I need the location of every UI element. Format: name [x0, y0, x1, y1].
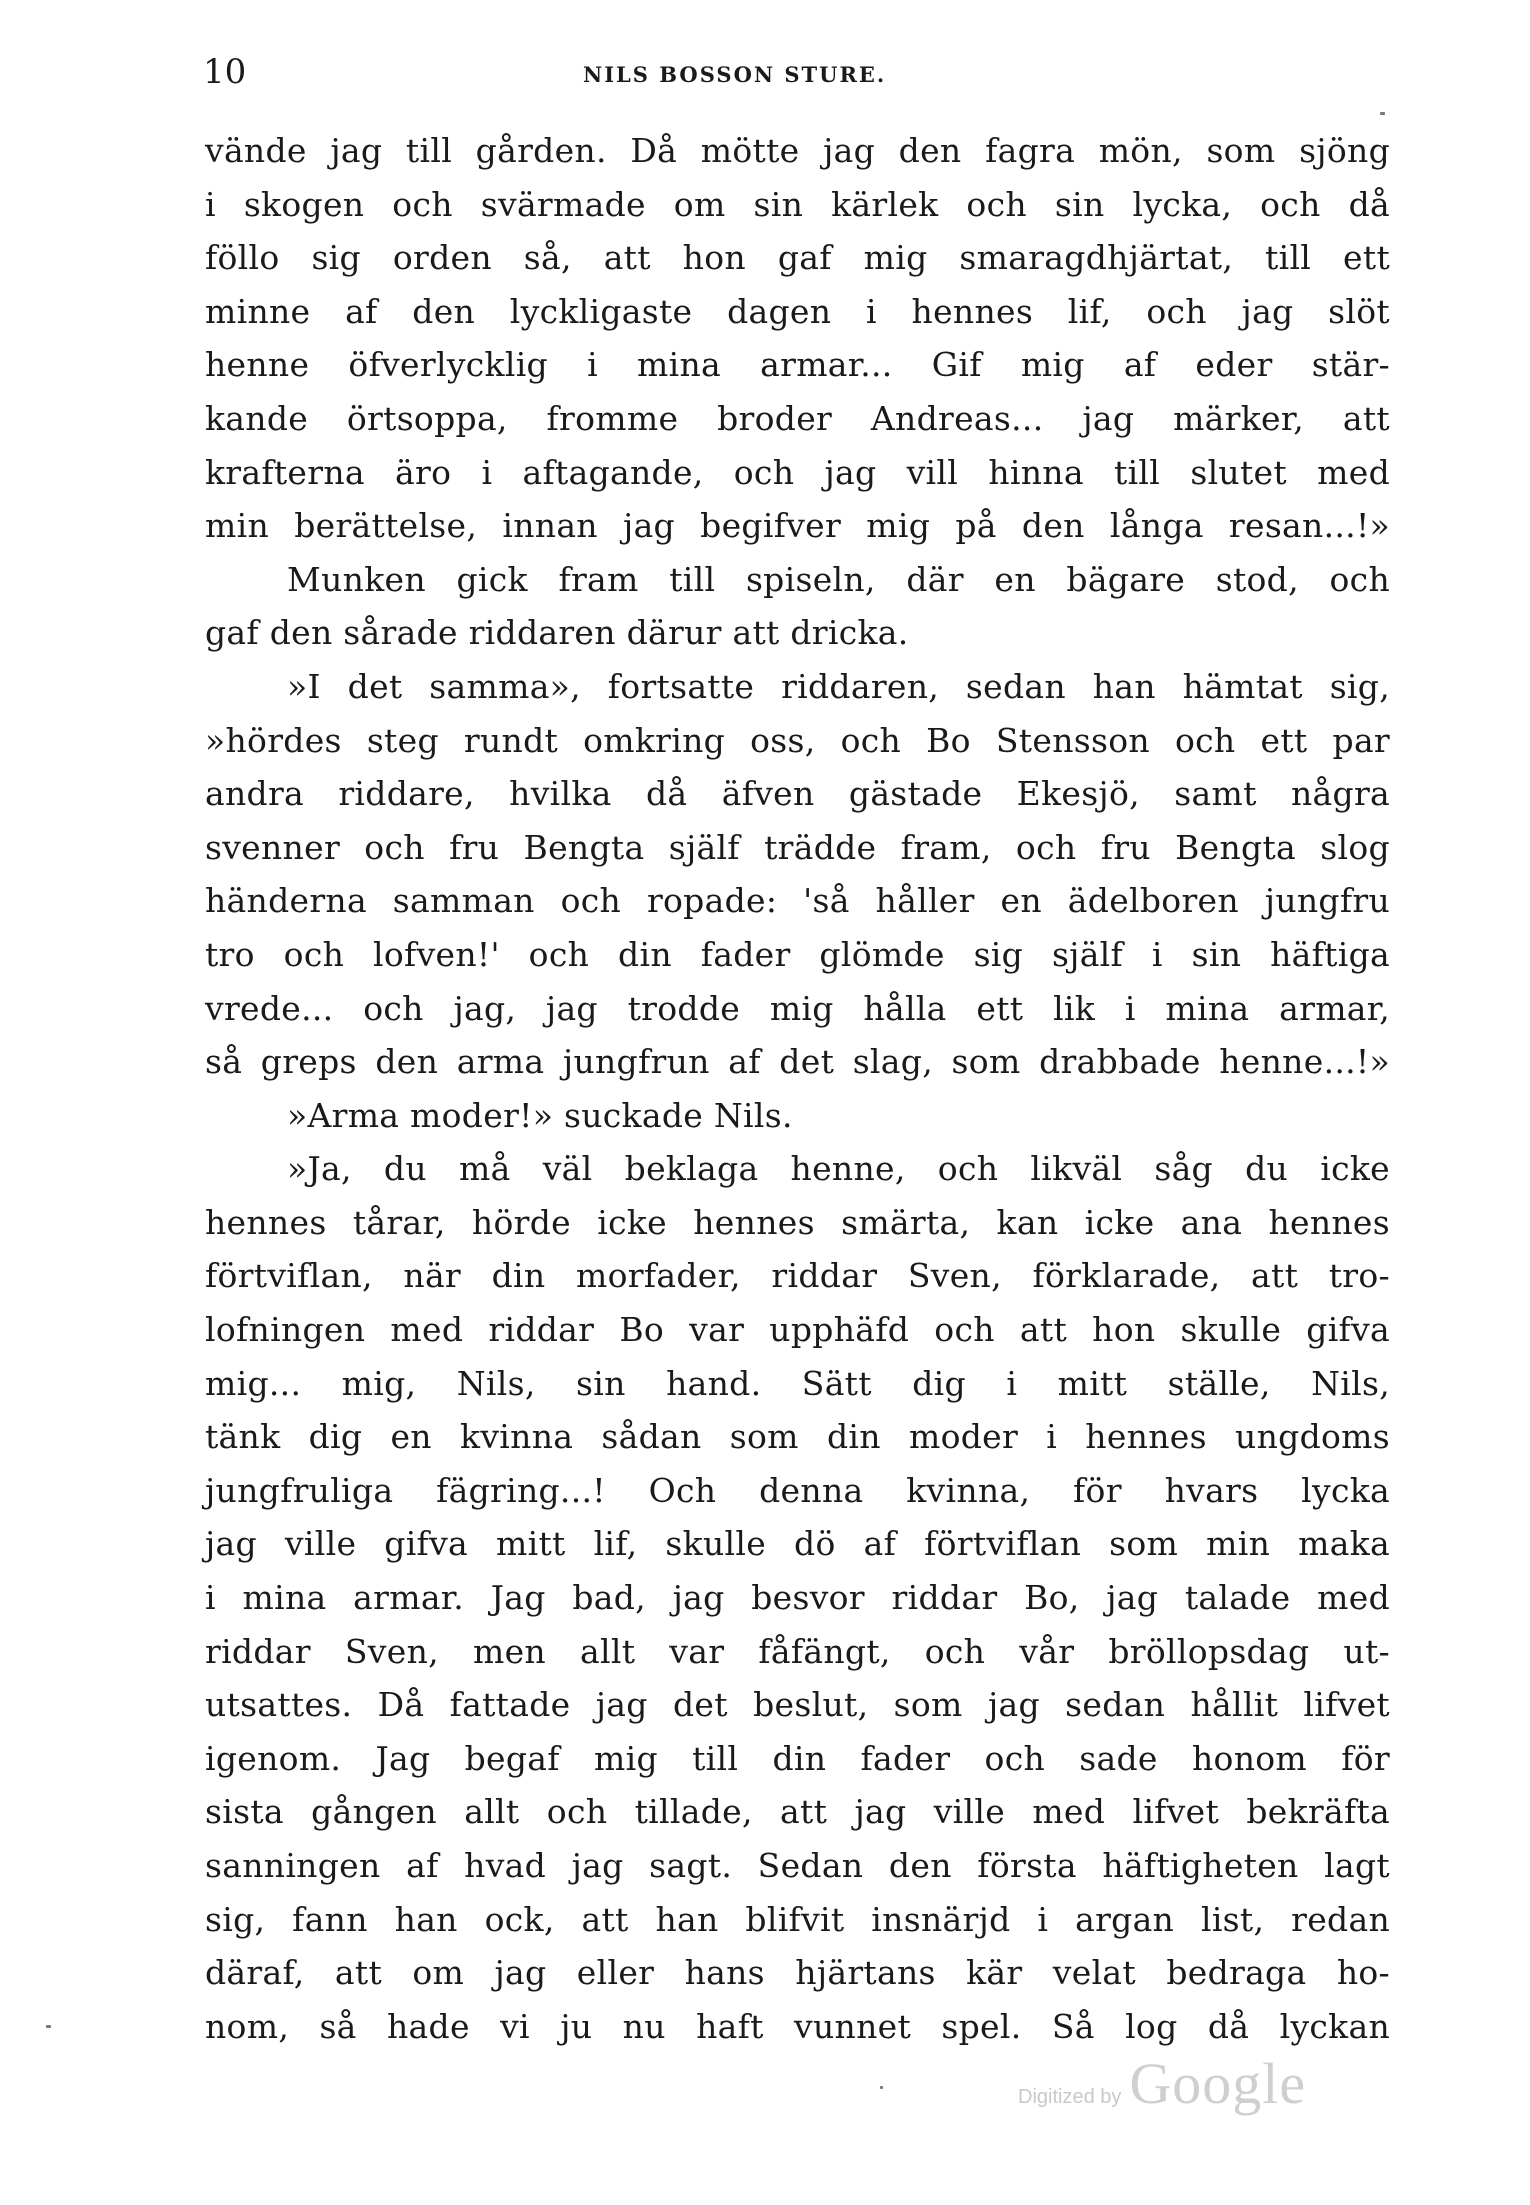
text-line: »Ja, du må väl beklaga henne, och likväl såg du icke: [287, 1149, 1390, 1189]
text-line: mig... mig, Nils, sin hand. Sätt dig i mitt ställe, Nils,: [205, 1363, 1390, 1403]
text-line: sanningen af hvad jag sagt. Sedan den första häftigheten lagt: [205, 1846, 1390, 1885]
scan-speck: [880, 2086, 883, 2089]
text-line: i mina armar. Jag bad, jag besvor riddar Bo, jag talade med: [205, 1578, 1390, 1618]
text-line: jungfruliga fägring...! Och denna kvinna, för hvars lycka: [205, 1470, 1390, 1510]
running-title: NILS BOSSON STURE.: [583, 62, 887, 87]
scan-speck: [46, 2025, 51, 2028]
text-line: tänk dig en kvinna sådan som din moder i hennes ungdoms: [205, 1417, 1390, 1457]
text-line: min berättelse, innan jag begifver mig på den långa resan...!»: [205, 506, 1390, 546]
google-logo: Google: [1129, 2051, 1307, 2116]
text-line: »I det samma», fortsatte riddaren, sedan han hämtat sig,: [287, 666, 1390, 706]
text-line: gaf den sårade riddaren därur att dricka.: [205, 613, 909, 653]
text-line: andra riddare, hvilka då äfven gästade Ekesjö, samt några: [205, 774, 1390, 814]
text-line: riddar Sven, men allt var fåfängt, och vår bröllopsdag ut-: [205, 1631, 1390, 1671]
text-line: kande örtsoppa, fromme broder Andreas... jag märker, att: [205, 398, 1390, 438]
text-line: föllo sig orden så, att hon gaf mig smaragdhjärtat, till ett: [205, 238, 1390, 278]
text-line: nom, så hade vi ju nu haft vunnet spel. Så log då lyckan: [205, 2006, 1390, 2046]
text-line: henne öfverlycklig i mina armar... Gif mig af eder stär-: [205, 345, 1390, 385]
text-line: svenner och fru Bengta själf trädde fram, och fru Bengta slog: [205, 827, 1390, 867]
text-line: däraf, att om jag eller hans hjärtans kär velat bedraga ho-: [205, 1953, 1390, 1993]
digitized-watermark: [1018, 2050, 1306, 2120]
text-line: hennes tårar, hörde icke hennes smärta, kan icke ana hennes: [205, 1202, 1390, 1242]
text-line: tro och lofven!' och din fader glömde sig själf i sin häftiga: [205, 934, 1390, 974]
text-line: igenom. Jag begaf mig till din fader och sade honom för: [205, 1738, 1390, 1778]
text-line: minne af den lyckligaste dagen i hennes lif, och jag slöt: [205, 291, 1390, 331]
text-line: jag ville gifva mitt lif, skulle dö af förtviflan som min maka: [205, 1524, 1390, 1564]
text-line: vrede... och jag, jag trodde mig hålla ett lik i mina armar,: [205, 988, 1390, 1028]
text-line: »hördes steg rundt omkring oss, och Bo Stensson och ett par: [205, 720, 1390, 760]
page-number: 10: [203, 52, 247, 92]
text-line: krafterna äro i aftagande, och jag vill hinna till slutet med: [205, 452, 1390, 492]
scan-speck: [1380, 112, 1385, 115]
text-line: i skogen och svärmade om sin kärlek och sin lycka, och då: [205, 184, 1390, 224]
text-line: lofningen med riddar Bo var upphäfd och att hon skulle gifva: [205, 1310, 1390, 1350]
text-line: förtviflan, när din morfader, riddar Sven, förklarade, att tro-: [205, 1256, 1390, 1296]
text-line: Munken gick fram till spiseln, där en bägare stod, och: [287, 559, 1390, 599]
text-line: händerna samman och ropade: 'så håller en ädelboren jungfru: [205, 881, 1390, 921]
text-line: utsattes. Då fattade jag det beslut, som jag sedan hållit lifvet: [205, 1685, 1390, 1725]
body-text: [205, 124, 1390, 2053]
text-line: sig, fann han ock, att han blifvit insnärjd i argan list, redan: [205, 1899, 1390, 1939]
text-line: vände jag till gården. Då mötte jag den fagra mön, som sjöng: [205, 131, 1390, 170]
text-line: så greps den arma jungfrun af det slag, som drabbade henne...!»: [205, 1042, 1390, 1082]
text-line: sista gången allt och tillade, att jag ville med lifvet bekräfta: [205, 1792, 1390, 1832]
page-header: [203, 52, 1390, 92]
text-line: »Arma moder!» suckade Nils.: [287, 1095, 793, 1135]
watermark-prefix: Digitized by: [1018, 2086, 1122, 2108]
